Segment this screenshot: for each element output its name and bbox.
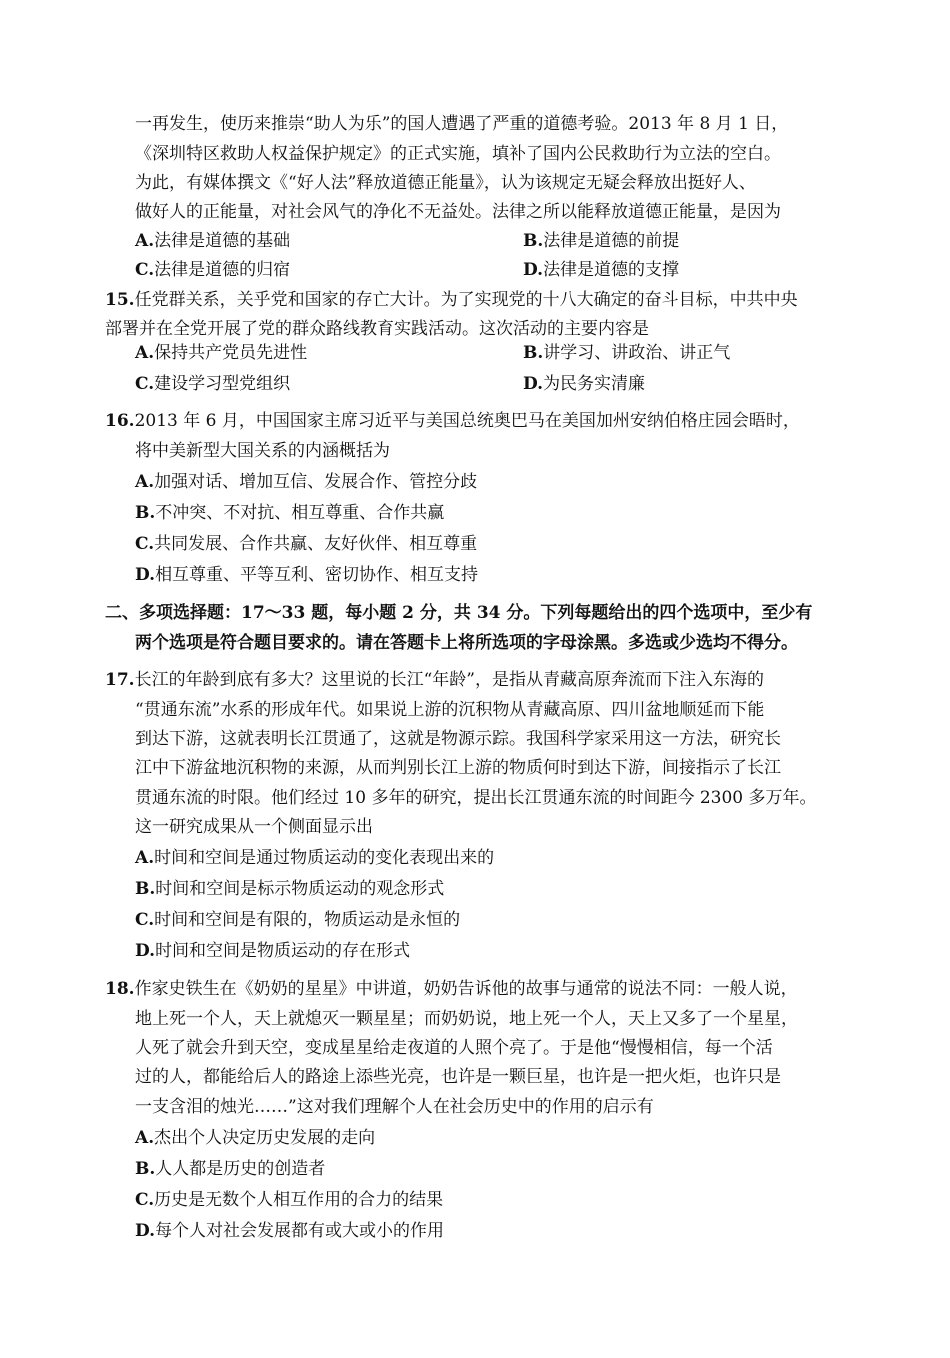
option-letter: A. bbox=[135, 472, 155, 492]
option-text: 法律是道德的基础 bbox=[154, 231, 291, 251]
q17-line-2: “贯通东流”水系的形成年代。如果说上游的沉积物从青藏高原、四川盆地顺延而下能 bbox=[135, 700, 765, 720]
option-text: 法律是道德的前提 bbox=[543, 231, 680, 251]
question-number: 16. bbox=[105, 411, 135, 431]
option-letter: A. bbox=[135, 231, 155, 251]
option-letter: B. bbox=[135, 879, 156, 899]
option-text: 为民务实清廉 bbox=[543, 374, 646, 394]
question-text: 长江的年龄到底有多大？这里说的长江“年龄”，是指从青藏高原奔流而下注入东海的 bbox=[134, 670, 764, 690]
q16-line-1 bbox=[105, 410, 800, 432]
option-letter: A. bbox=[135, 1128, 155, 1148]
q17-line-5: 贯通东流的时限。他们经过 10 多年的研究，提出长江贯通东流的时间距今 2300 多万年。 bbox=[135, 788, 817, 808]
option-text: 时间和空间是物质运动的存在形式 bbox=[155, 941, 411, 961]
question-number: 17. bbox=[105, 670, 135, 690]
q17-option-d bbox=[135, 940, 410, 962]
option-letter: D. bbox=[135, 1221, 156, 1241]
option-letter: A. bbox=[135, 848, 155, 868]
option-letter: C. bbox=[135, 534, 155, 554]
option-letter: B. bbox=[523, 231, 544, 251]
option-letter: D. bbox=[523, 260, 544, 280]
option-text: 讲学习、讲政治、讲正气 bbox=[543, 343, 731, 363]
q14-option-d bbox=[523, 259, 679, 281]
q14-line-2: 《深圳特区救助人权益保护规定》的正式实施，填补了国内公民救助行为立法的空白。 bbox=[135, 144, 781, 164]
option-text: 建设学习型党组织 bbox=[154, 374, 291, 394]
question-text: 2013 年 6 月，中国国家主席习近平与美国总统奥巴马在美国加州安纳伯格庄园会晤时， bbox=[134, 411, 800, 431]
question-number: 18. bbox=[105, 979, 135, 999]
option-letter: A. bbox=[135, 343, 155, 363]
q17-line-6: 这一研究成果从一个侧面显示出 bbox=[135, 817, 373, 837]
q15-option-d bbox=[523, 373, 645, 395]
q14-option-c bbox=[135, 259, 290, 281]
option-letter: B. bbox=[135, 503, 156, 523]
q14-line-1: 一再发生，使历来推崇“助人为乐”的国人遭遇了严重的道德考验。2013 年 8 月 1 日， bbox=[135, 114, 789, 134]
option-text: 杰出个人决定历史发展的走向 bbox=[154, 1128, 376, 1148]
option-text: 保持共产党员先进性 bbox=[154, 343, 308, 363]
q16-option-d bbox=[135, 564, 478, 586]
question-text: 作家史铁生在《奶奶的星星》中讲道，奶奶告诉他的故事与通常的说法不同：一般人说， bbox=[134, 979, 798, 999]
option-letter: C. bbox=[135, 374, 155, 394]
option-text: 加强对话、增加互信、发展合作、管控分歧 bbox=[154, 472, 478, 492]
q14-option-a bbox=[135, 230, 290, 252]
section-heading-line-1: 二、多项选择题：17〜33 题，每小题 2 分，共 34 分。下列每题给出的四个选项中，至少有 bbox=[105, 603, 813, 623]
q16-option-b bbox=[135, 502, 444, 524]
option-text: 人人都是历史的创造者 bbox=[155, 1159, 326, 1179]
q18-option-d bbox=[135, 1220, 444, 1242]
q18-option-a bbox=[135, 1127, 375, 1149]
option-text: 每个人对社会发展都有或大或小的作用 bbox=[155, 1221, 445, 1241]
q18-line-2: 地上死一个人，天上就熄灭一颗星星；而奶奶说，地上死一个人，天上又多了一个星星， bbox=[135, 1009, 798, 1029]
q17-option-c bbox=[135, 909, 460, 931]
q17-option-b bbox=[135, 878, 444, 900]
option-letter: B. bbox=[135, 1159, 156, 1179]
q15-option-c bbox=[135, 373, 290, 395]
option-text: 时间和空间是有限的，物质运动是永恒的 bbox=[154, 910, 461, 930]
q18-line-5: 一支含泪的烛光……”这对我们理解个人在社会历史中的作用的启示有 bbox=[135, 1097, 654, 1117]
q18-line-4: 过的人，都能给后人的路途上添些光亮，也许是一颗巨星，也许是一把火炬，也许只是 bbox=[135, 1067, 781, 1087]
option-text: 共同发展、合作共赢、友好伙伴、相互尊重 bbox=[154, 534, 478, 554]
q16-line-2: 将中美新型大国关系的内涵概括为 bbox=[135, 441, 390, 461]
option-letter: C. bbox=[135, 260, 155, 280]
section-heading-line-2: 两个选项是符合题目要求的。请在答题卡上将所选项的字母涂黑。多选或少选均不得分。 bbox=[135, 633, 798, 653]
option-text: 法律是道德的归宿 bbox=[154, 260, 291, 280]
option-letter: C. bbox=[135, 910, 155, 930]
q18-line-1 bbox=[105, 978, 798, 1000]
q14-option-b bbox=[523, 230, 679, 252]
q16-option-c bbox=[135, 533, 477, 555]
option-letter: C. bbox=[135, 1190, 155, 1210]
q14-line-3: 为此，有媒体撰文《“好人法”释放道德正能量》，认为该规定无疑会释放出挺好人、 bbox=[135, 173, 756, 193]
option-text: 法律是道德的支撑 bbox=[543, 260, 680, 280]
q15-option-b bbox=[523, 342, 730, 364]
q15-line-1 bbox=[105, 289, 798, 311]
option-text: 时间和空间是通过物质运动的变化表现出来的 bbox=[154, 848, 495, 868]
q17-line-4: 江中下游盆地沉积物的来源，从而判别长江上游的物质何时到达下游，间接指示了长江 bbox=[135, 758, 781, 778]
option-letter: D. bbox=[135, 565, 156, 585]
option-text: 时间和空间是标示物质运动的观念形式 bbox=[155, 879, 445, 899]
q16-option-a bbox=[135, 471, 477, 493]
option-letter: D. bbox=[523, 374, 544, 394]
q18-option-c bbox=[135, 1189, 443, 1211]
option-letter: D. bbox=[135, 941, 156, 961]
question-number: 15. bbox=[105, 290, 135, 310]
question-text: 任党群关系，关乎党和国家的存亡大计。为了实现党的十八大确定的奋斗目标，中共中央 bbox=[134, 290, 798, 310]
option-text: 不冲突、不对抗、相互尊重、合作共赢 bbox=[155, 503, 445, 523]
option-text: 历史是无数个人相互作用的合力的结果 bbox=[154, 1190, 444, 1210]
q18-line-3: 人死了就会升到天空，变成星星给走夜道的人照个亮了。于是他“慢慢相信，每一个活 bbox=[135, 1038, 773, 1058]
q18-option-b bbox=[135, 1158, 325, 1180]
q17-line-1 bbox=[105, 669, 764, 691]
q14-line-4: 做好人的正能量，对社会风气的净化不无益处。法律之所以能释放道德正能量，是因为 bbox=[135, 202, 781, 222]
q15-line-2: 部署并在全党开展了党的群众路线教育实践活动。这次活动的主要内容是 bbox=[105, 319, 649, 339]
q17-line-3: 到达下游，这就表明长江贯通了，这就是物源示踪。我国科学家采用这一方法，研究长 bbox=[135, 729, 781, 749]
option-letter: B. bbox=[523, 343, 544, 363]
option-text: 相互尊重、平等互利、密切协作、相互支持 bbox=[155, 565, 479, 585]
q15-option-a bbox=[135, 342, 307, 364]
q17-option-a bbox=[135, 847, 494, 869]
